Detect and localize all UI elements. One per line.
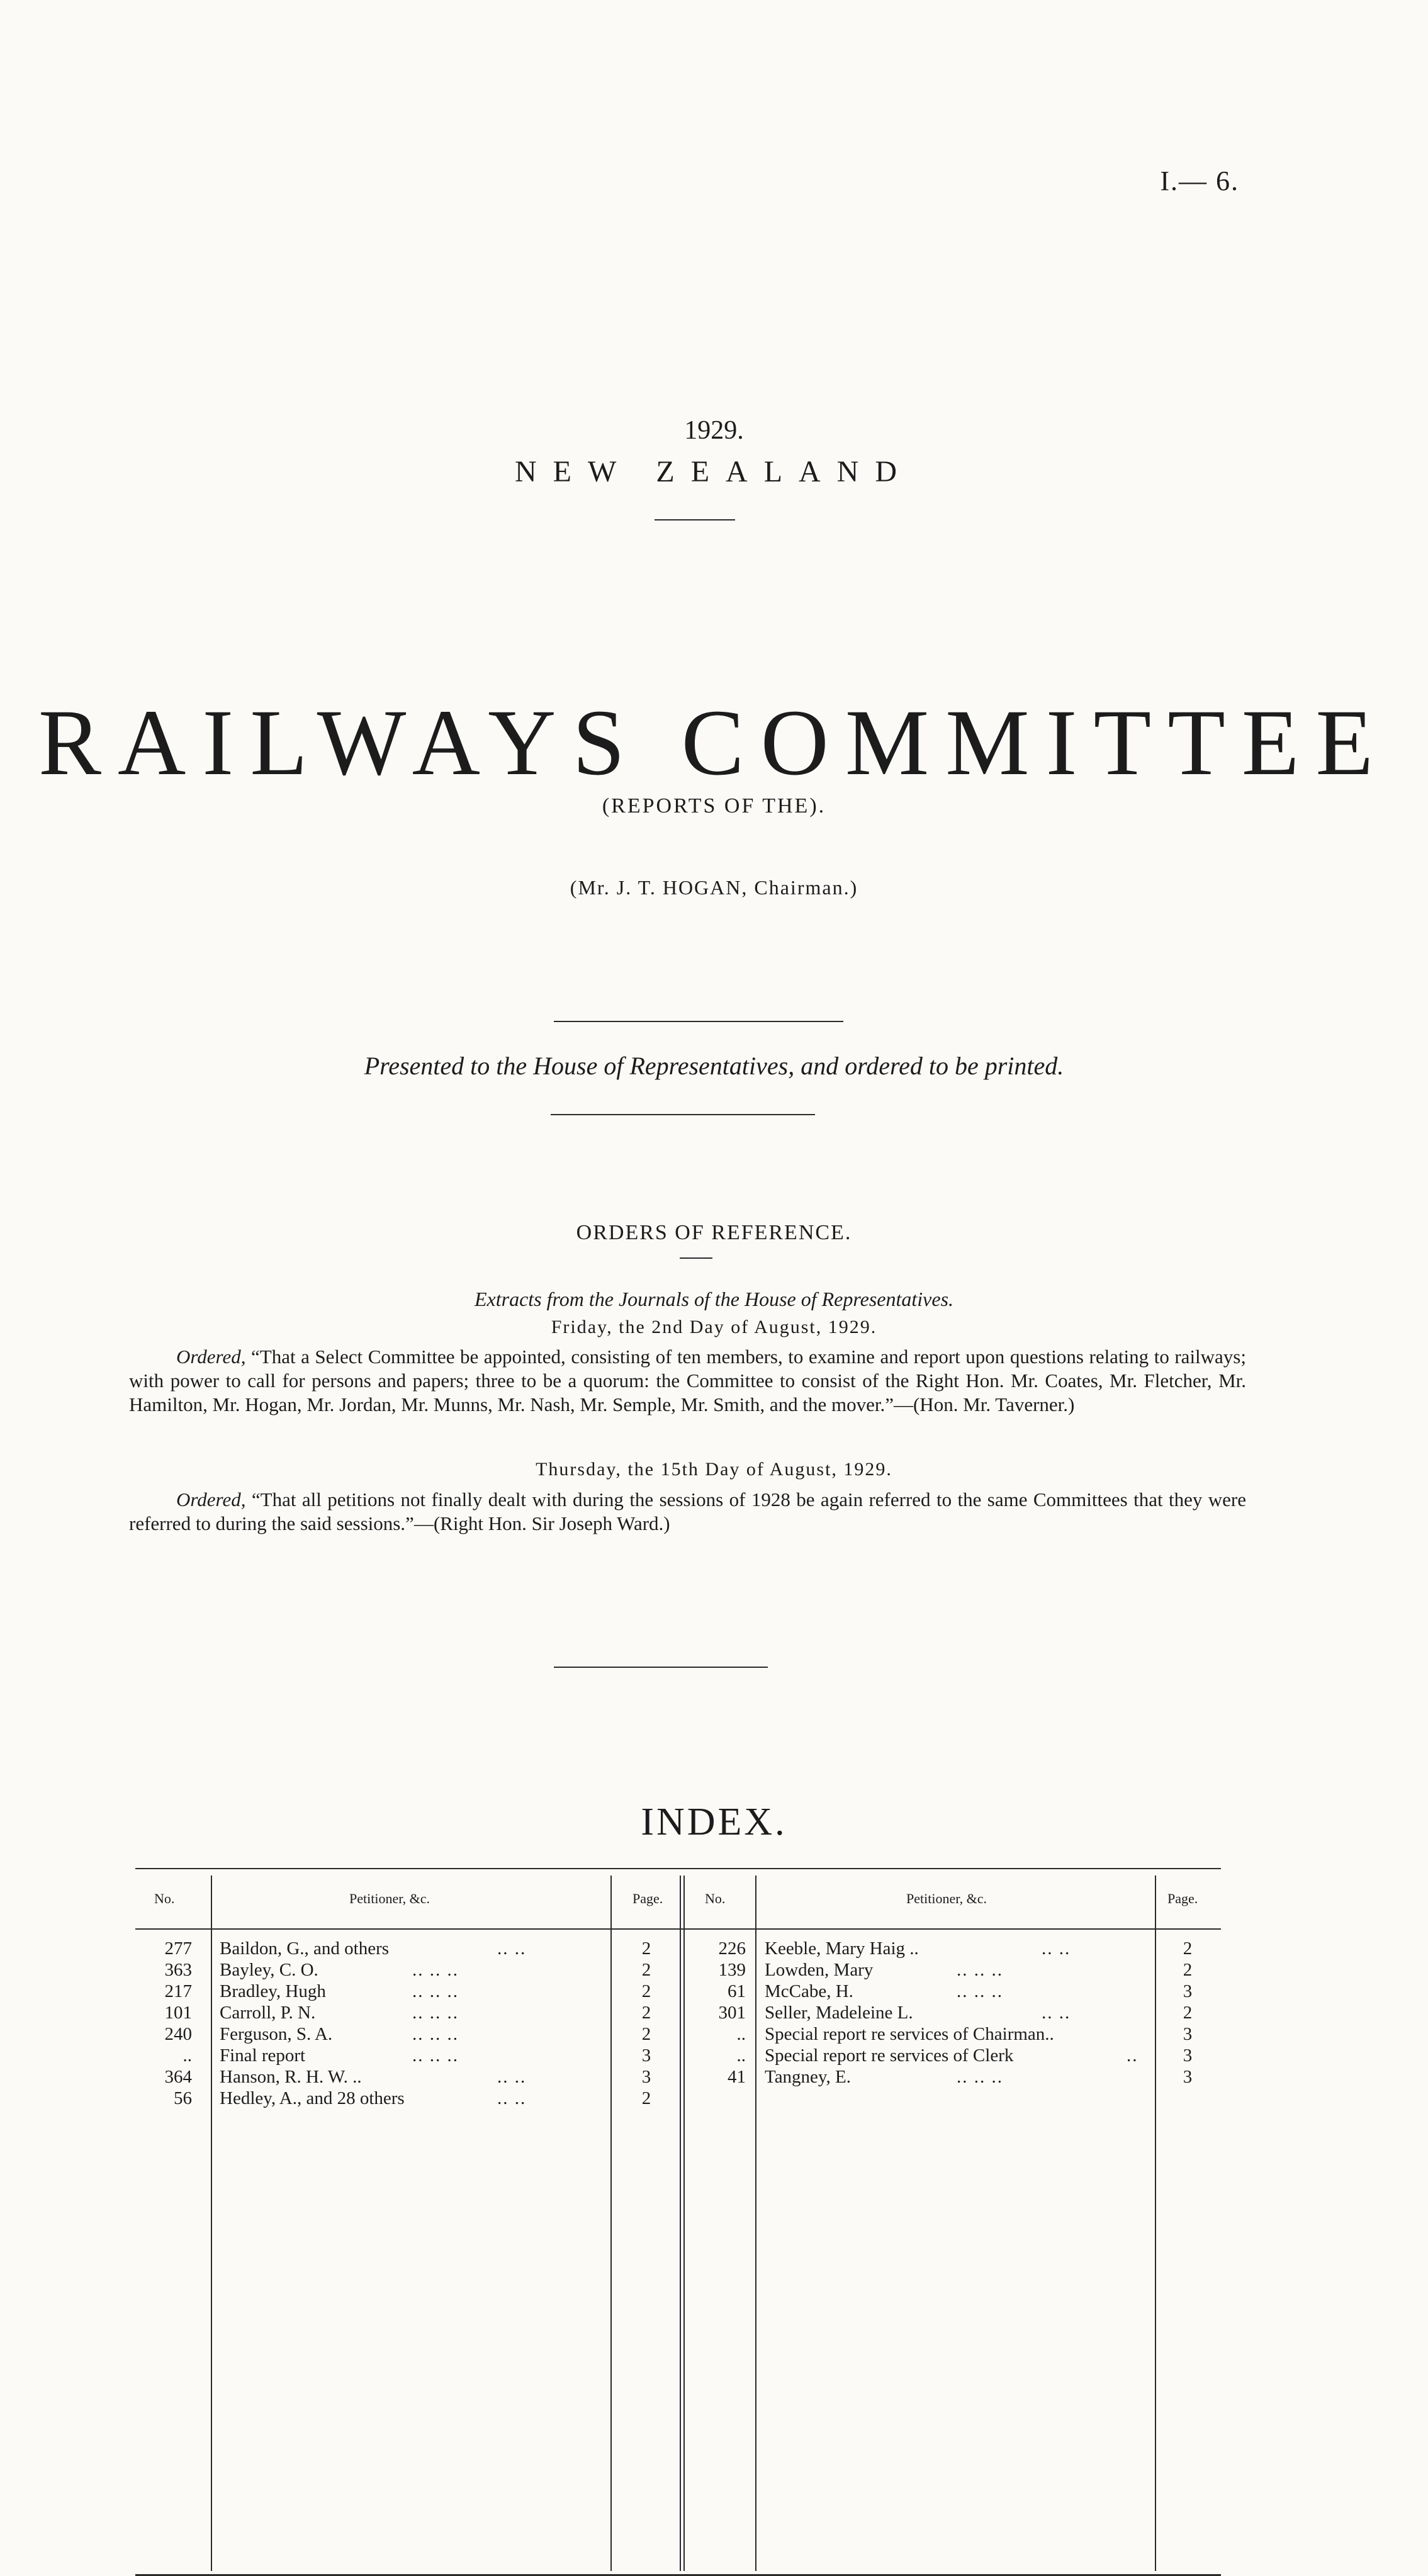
header-no-left: No. [154, 1891, 175, 1906]
row-petitioner: Bradley, Hugh [220, 1981, 326, 2001]
row-page: 2 [1183, 1960, 1193, 1980]
table-row [135, 1981, 1221, 2003]
row-no: 363 [164, 1960, 192, 1980]
index-heading: INDEX. [641, 1801, 787, 1843]
row-petitioner: Special report re services of Chairman.. [765, 2024, 1054, 2044]
row-petitioner: McCabe, H. [765, 1981, 853, 2001]
row-no: 301 [718, 2003, 746, 2023]
header-petitioner-left: Petitioner, &c. [349, 1891, 430, 1906]
row-no: 240 [164, 2024, 192, 2044]
year: 1929. [684, 416, 744, 445]
row-page: 3 [1183, 1981, 1193, 2001]
row-page: 2 [641, 1981, 651, 2001]
row-leader: .. .. [497, 2088, 527, 2108]
row-page: 3 [641, 2045, 651, 2066]
index-table [135, 1868, 1221, 2573]
row-leader: .. .. .. [957, 1960, 1003, 1980]
table-header-rule [135, 1928, 1221, 1930]
row-page: 2 [641, 1960, 651, 1980]
row-no: 226 [718, 1938, 746, 1959]
row-page: 3 [641, 2067, 651, 2087]
table-row [135, 2067, 1221, 2088]
row-no: .. [736, 2024, 746, 2044]
divider [680, 1257, 712, 1259]
row-petitioner: Seller, Madeleine L. [765, 2003, 913, 2023]
row-petitioner: Ferguson, S. A. [220, 2024, 333, 2044]
header-no-right: No. [705, 1891, 726, 1906]
row-petitioner: Bayley, C. O. [220, 1960, 318, 1980]
order-text-1: “That a Select Committee be appointed, consisting of ten members, to examine and report upon questions relating to railways; with power to call for persons and papers; three to be a quorum: the Committee to consist of the Right Hon. Mr. Coates, Mr. Fletcher, Mr. Hamilton, Mr. Hogan, Mr. Jordan, Mr. Munns, Mr. Nash, Mr. Semple, Mr. Smith, and the mover.”—(Hon. Mr. Taverner.) [129, 1346, 1246, 1415]
row-no: 56 [174, 2088, 192, 2108]
row-leader: .. .. .. [412, 1960, 459, 1980]
row-page: 2 [1183, 2003, 1193, 2023]
table-row [135, 2024, 1221, 2045]
table-row [135, 1938, 1221, 1960]
divider [551, 1114, 815, 1115]
row-no: 217 [164, 1981, 192, 2001]
row-page: 2 [641, 2024, 651, 2044]
header-petitioner-right: Petitioner, &c. [906, 1891, 987, 1906]
row-petitioner: Tangney, E. [765, 2067, 852, 2087]
row-leader: .. .. .. [412, 2024, 459, 2044]
table-row [135, 1960, 1221, 1981]
row-leader: .. .. [1042, 1938, 1071, 1959]
ordered-label: Ordered, [176, 1488, 246, 1510]
row-no: 139 [718, 1960, 746, 1980]
row-page: 2 [1183, 1938, 1193, 1959]
orders-heading: ORDERS OF REFERENCE. [576, 1221, 852, 1244]
row-page: 3 [1183, 2067, 1193, 2087]
paper-reference: I.— 6. [1160, 166, 1239, 196]
row-leader: .. .. .. [412, 2003, 459, 2023]
divider [554, 1021, 843, 1022]
row-no: 364 [164, 2067, 192, 2087]
row-leader: .. .. .. [412, 1981, 459, 2001]
row-leader: .. .. [1042, 2003, 1071, 2023]
order-paragraph-1 [129, 1345, 1246, 1417]
table-top-rule [135, 1868, 1221, 1869]
chairman-line: (Mr. J. T. HOGAN, Chairman.) [570, 876, 858, 899]
header-page-left: Page. [632, 1891, 663, 1906]
table-row [135, 2045, 1221, 2067]
order-date-2: Thursday, the 15th Day of August, 1929. [536, 1459, 892, 1480]
row-no: .. [183, 2045, 192, 2066]
order-date-1: Friday, the 2nd Day of August, 1929. [551, 1317, 877, 1337]
row-no: .. [736, 2045, 746, 2066]
ordered-label: Ordered, [176, 1346, 246, 1368]
row-no: 101 [164, 2003, 192, 2023]
row-petitioner: Final report [220, 2045, 306, 2066]
country: NEW ZEALAND [514, 455, 914, 488]
row-no: 277 [164, 1938, 192, 1959]
row-no: 41 [728, 2067, 746, 2087]
row-leader: .. .. [497, 1938, 527, 1959]
document-title: RAILWAYS COMMITTEE [38, 690, 1390, 795]
divider [655, 519, 735, 520]
order-paragraph-2 [129, 1488, 1246, 1536]
row-petitioner: Carroll, P. N. [220, 2003, 316, 2023]
row-page: 2 [641, 1938, 651, 1959]
order-text-2: “That all petitions not finally dealt with during the sessions of 1928 be again referred to the same Committees that they were referred to during the said sessions.”—(Right Hon. Sir Joseph Ward.) [129, 1488, 1246, 1534]
row-petitioner: Hedley, A., and 28 others [220, 2088, 405, 2108]
row-petitioner: Baildon, G., and others [220, 1938, 390, 1959]
row-leader: .. [1127, 2045, 1138, 2066]
row-page: 2 [641, 2003, 651, 2023]
divider [554, 1667, 768, 1668]
table-row [135, 2088, 1221, 2110]
row-petitioner: Lowden, Mary [765, 1960, 874, 1980]
row-leader: .. .. [497, 2067, 527, 2087]
row-leader: .. .. .. [957, 1981, 1003, 2001]
table-row [135, 2003, 1221, 2024]
header-page-right: Page. [1167, 1891, 1198, 1906]
row-page: 2 [641, 2088, 651, 2108]
document-subtitle: (REPORTS OF THE). [602, 794, 826, 818]
row-petitioner: Special report re services of Clerk [765, 2045, 1014, 2066]
row-no: 61 [728, 1981, 746, 2001]
row-leader: .. .. .. [957, 2067, 1003, 2087]
row-page: 3 [1183, 2045, 1193, 2066]
row-page: 3 [1183, 2024, 1193, 2044]
row-leader: .. .. .. [412, 2045, 459, 2066]
row-petitioner: Hanson, R. H. W. .. [220, 2067, 362, 2087]
extracts-line: Extracts from the Journals of the House of Representatives. [474, 1288, 954, 1310]
presented-line: Presented to the House of Representatives, and ordered to be printed. [364, 1052, 1064, 1080]
row-petitioner: Keeble, Mary Haig .. [765, 1938, 919, 1959]
